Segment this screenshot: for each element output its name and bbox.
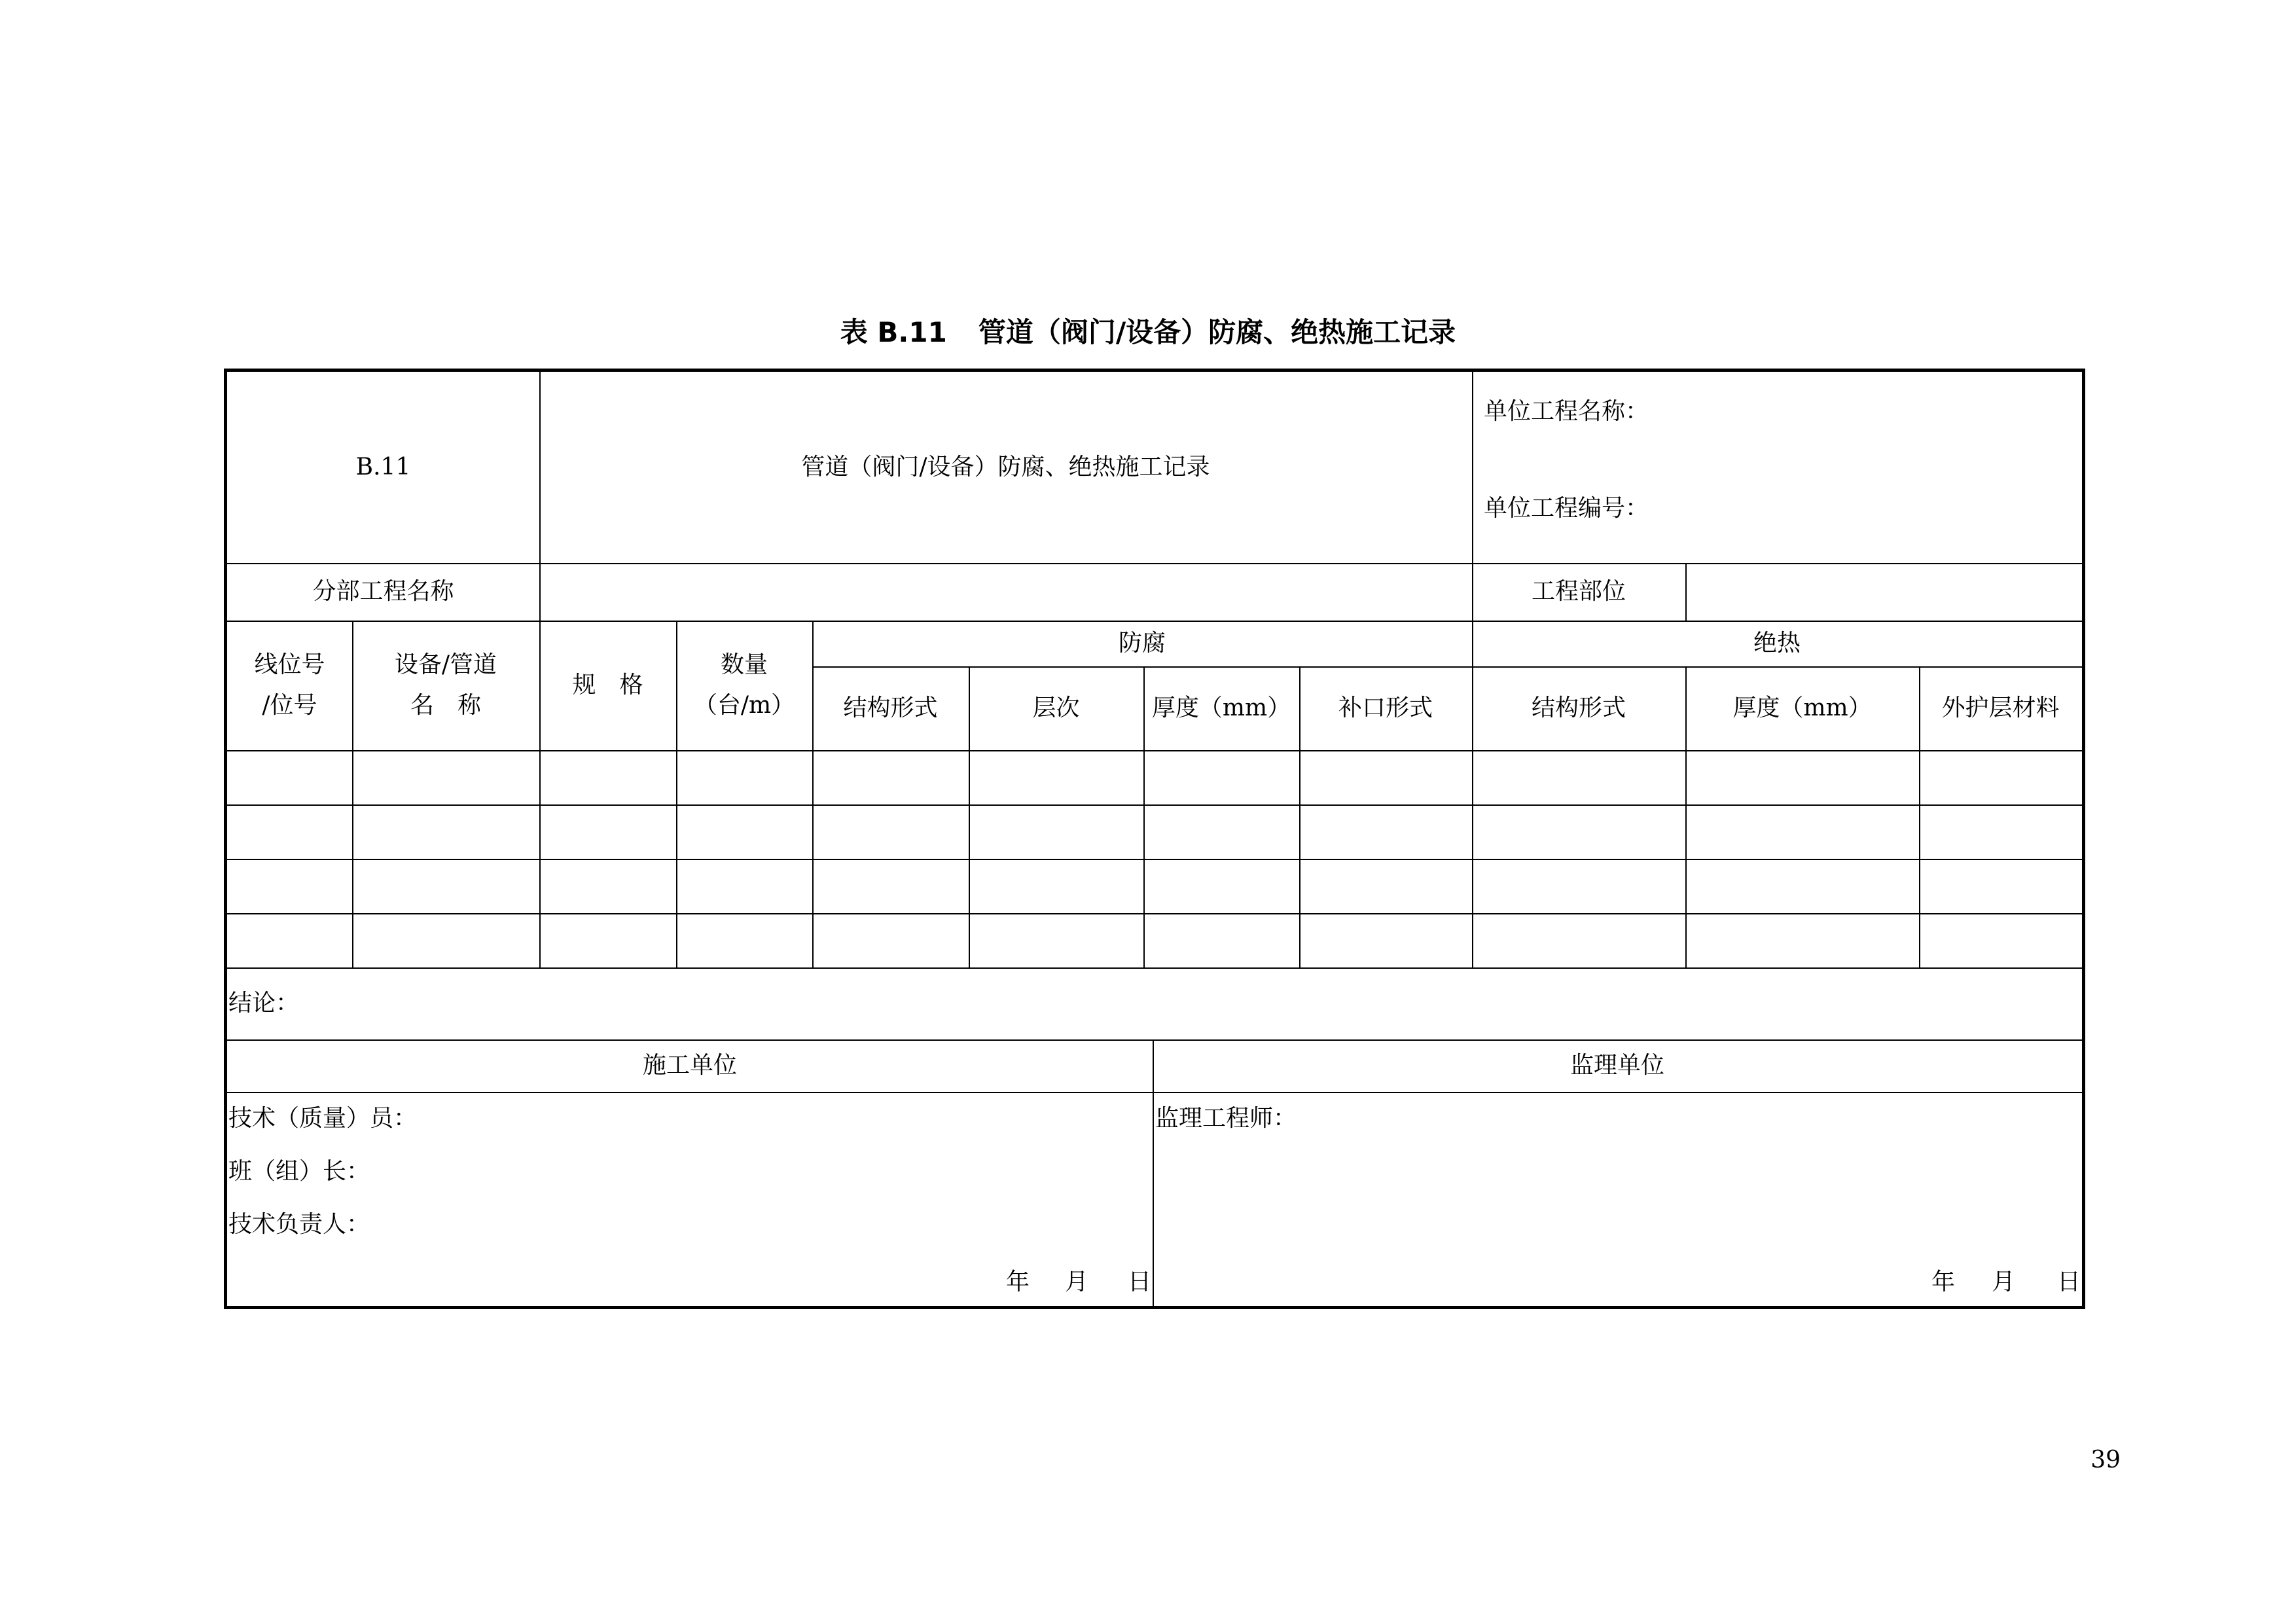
col-quantity-l1: 数量 xyxy=(720,651,768,678)
conclusion-label: 结论： xyxy=(228,990,300,1017)
supervision-unit: 监理单位 xyxy=(1570,1052,1664,1079)
col-quantity-l2: （台/m） xyxy=(693,692,795,719)
col-ac-joint: 补口形式 xyxy=(1338,695,1433,721)
construction-unit: 施工单位 xyxy=(642,1052,737,1079)
date-year-left: 年 xyxy=(1006,1269,1030,1295)
unit-name-label: 单位工程名称： xyxy=(1484,398,1649,425)
rule-row-2 xyxy=(227,859,2082,860)
unit-no-label: 单位工程编号： xyxy=(1484,495,1649,522)
col-equipment-l1: 设备/管道 xyxy=(394,651,497,678)
col-equipment-l2: 名 称 xyxy=(410,692,481,719)
col-ac-structure: 结构形式 xyxy=(843,695,938,721)
col-line-no xyxy=(227,621,352,750)
team-leader-label: 班（组）长： xyxy=(228,1158,370,1185)
record-form xyxy=(224,369,2085,1309)
date-year-right: 年 xyxy=(1931,1269,1956,1295)
col-quantity xyxy=(676,621,812,750)
tech-quality-label: 技术（质量）员： xyxy=(228,1105,418,1132)
col-line-no-l1: 线位号 xyxy=(254,651,325,678)
supervising-engineer-label: 监理工程师： xyxy=(1155,1105,1297,1132)
form-code: B.11 xyxy=(355,454,411,480)
col-ac-layers: 层次 xyxy=(1032,695,1080,721)
col-line-no-l2: /位号 xyxy=(262,692,317,719)
tech-head-label: 技术负责人： xyxy=(228,1211,370,1238)
date-month-right: 月 xyxy=(1992,1269,2016,1295)
subproject-label: 分部工程名称 xyxy=(312,578,454,605)
rule-columns-bottom xyxy=(227,750,2082,751)
col-in-cover: 外护层材料 xyxy=(1941,695,2060,721)
caption-prefix: 表 B.11 xyxy=(840,316,947,348)
date-day-right: 日 xyxy=(2057,1269,2081,1295)
page-number: 39 xyxy=(2090,1447,2121,1473)
location-label: 工程部位 xyxy=(1531,578,1626,605)
table-caption xyxy=(0,313,2296,352)
rule-v-info-3 xyxy=(1685,563,1687,621)
rule-rows-bottom xyxy=(227,967,2082,969)
rule-row-1 xyxy=(227,804,2082,806)
date-day-left: 日 xyxy=(1128,1269,1152,1295)
col-in-structure: 结构形式 xyxy=(1531,695,1626,721)
form-title: 管道（阀门/设备）防腐、绝热施工记录 xyxy=(801,454,1210,480)
group-anticorrosion: 防腐 xyxy=(1118,630,1166,657)
rule-row-3 xyxy=(227,913,2082,914)
col-ac-thickness: 厚度（mm） xyxy=(1151,695,1291,721)
col-in-thickness: 厚度（mm） xyxy=(1732,695,1872,721)
col-spec: 规 格 xyxy=(572,672,643,698)
group-insulation: 绝热 xyxy=(1753,630,1801,657)
date-month-left: 月 xyxy=(1065,1269,1089,1295)
col-equipment xyxy=(352,621,539,750)
caption-title: 管道（阀门/设备）防腐、绝热施工记录 xyxy=(978,316,1456,348)
rule-units-bottom xyxy=(227,1092,2082,1093)
